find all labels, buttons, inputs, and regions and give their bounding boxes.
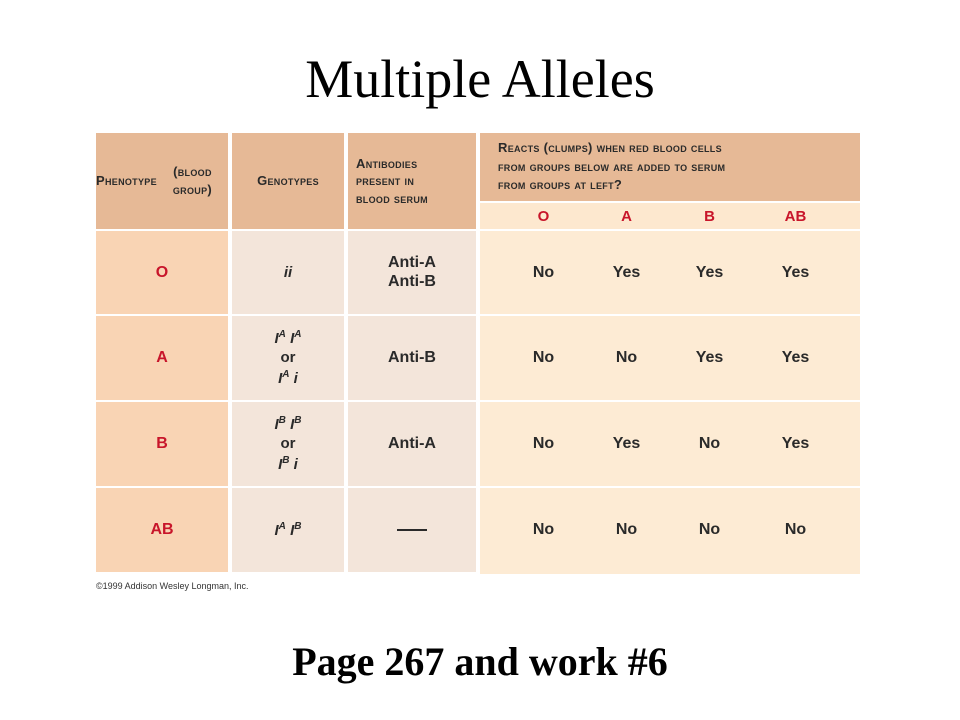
reaction-cell: No [698,435,721,452]
header-reacts-text [498,139,725,196]
reaction-cell: Yes [781,349,810,366]
allele-superscript: A [282,368,290,380]
allele-symbol: or [280,435,296,453]
genotype-text [284,263,292,283]
phenotype-cell: AB [96,488,228,572]
genotype-cell [232,231,344,314]
text-line: Anti-B [388,272,436,290]
genotype-cell [232,316,344,400]
reaction-cell: Yes [612,435,641,452]
genotype-line [275,368,302,389]
reaction-cell: Yes [695,349,724,366]
antibodies-text [388,349,436,367]
copyright-notice: ©1999 Addison Wesley Longman, Inc. [96,581,249,591]
reaction-cell: No [784,521,807,538]
reaction-cell: No [532,349,555,366]
allele-symbol: I [285,521,295,539]
text-line: (blood group) [172,164,213,197]
allele-superscript: B [294,520,302,532]
phenotype-cell: B [96,402,228,486]
allele-superscript: B [294,414,302,426]
none-dash [397,529,427,531]
allele-superscript: B [278,414,286,426]
text-line: Reacts (clumps) when red blood cells [498,139,722,155]
reaction-cell: No [698,521,721,538]
allele-symbol: or [280,349,296,367]
header-phenotype [96,133,228,229]
allele-superscript: B [282,454,290,466]
reaction-cell: No [615,521,638,538]
reaction-cell: Yes [781,263,810,281]
slide-title: Multiple Alleles [305,49,655,109]
allele-superscript: A [294,328,302,340]
genotype-line [275,434,302,454]
reaction-cell: Yes [695,263,724,281]
genotype-cell [232,402,344,486]
reaction-cell: No [532,263,555,281]
antibodies-cell [348,231,476,314]
genotype-text [275,520,302,541]
header-reacts [480,133,860,201]
react-column-o: O [537,207,550,225]
antibodies-text [388,254,436,291]
genotype-text [275,414,302,475]
allele-superscript: A [278,520,286,532]
antibodies-cell [348,402,476,486]
genotype-text [275,328,302,389]
header-genotypes: Genotypes [232,133,344,229]
header-antibodies [348,133,476,229]
genotype-line [275,328,302,349]
phenotype-cell: A [96,316,228,400]
genotype-line [275,348,302,368]
allele-symbol: I [278,455,283,473]
allele-symbol: I [274,415,279,433]
allele-symbol: i [289,455,298,473]
allele-symbol: I [274,329,279,347]
text-line: Anti-A [388,434,436,452]
allele-superscript: A [278,328,286,340]
reaction-cell: Yes [612,263,641,281]
reaction-cell: No [532,521,555,538]
genotype-line [284,263,292,283]
reaction-cell: No [615,349,638,366]
text-line: Phenotype [96,173,157,189]
genotype-line [275,454,302,475]
antibodies-text [388,435,436,453]
text-line: Antibodies [356,155,418,171]
reaction-cell: Yes [781,435,810,452]
genotype-line [275,414,302,435]
page-reference: Page 267 and work #6 [292,639,668,684]
genotype-cell [232,488,344,572]
text-line: Anti-A [388,254,436,272]
react-column-ab: AB [784,207,807,225]
allele-symbol: I [278,369,283,387]
allele-symbol: ii [283,263,293,281]
text-line: blood serum [356,190,428,206]
allele-symbol: I [274,521,279,539]
text-line: from groups at left? [498,177,623,193]
phenotype-cell: O [96,231,228,314]
antibodies-cell [348,488,476,572]
allele-symbol: I [285,415,295,433]
text-line: from groups below are added to serum [498,158,726,174]
react-column-b: B [704,207,715,225]
reaction-cell: No [532,435,555,452]
genotype-line [275,520,302,541]
header-antibodies-text [356,155,428,208]
react-column-a: A [621,207,632,225]
text-line: Anti-B [388,348,436,366]
allele-symbol: I [285,329,295,347]
antibodies-cell [348,316,476,400]
allele-symbol: i [289,369,298,387]
text-line: present in [356,173,415,189]
